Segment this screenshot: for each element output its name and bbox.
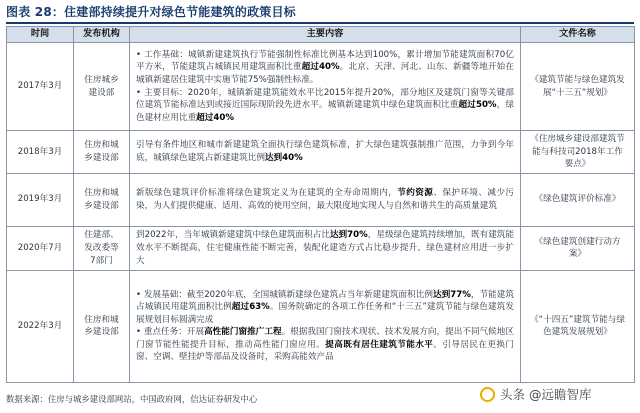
- content-paragraph: [136, 229, 514, 267]
- content-text: • 重点任务：开展: [136, 327, 205, 338]
- table-row: [7, 43, 635, 131]
- highlight-text: 达到70%: [329, 230, 368, 241]
- table-row: [7, 270, 635, 382]
- cell-issuer: 住房城乡建设部: [74, 43, 130, 131]
- toutiao-logo-icon: [480, 387, 495, 402]
- cell-document: 《住房城乡建设部建筑节能与科技司2018年工作要点》: [521, 131, 635, 174]
- content-text: 到2022年，当年城镇新建建筑中绿色建筑面积占比: [136, 230, 330, 241]
- content-text: 新版绿色建筑评价标准将绿色建筑定义为在建筑的全寿命周期内，: [136, 188, 398, 199]
- content-text: 引导有条件地区和城市新建建筑全面执行绿色建筑标准，扩大绿色建筑强制推广范围，力争到今年底，城镇绿色建筑占新建建筑比例: [136, 140, 514, 163]
- highlight-text: 超过63%: [231, 302, 270, 313]
- cell-issuer: 住房和城乡建设部: [74, 270, 130, 382]
- content-paragraph: [136, 87, 514, 125]
- title-rule: [6, 22, 634, 24]
- highlight-text: 超过40%: [301, 62, 340, 73]
- content-text: 。引导居民在更换门窗、空调、壁挂炉等部品及设备时，采购高能效产品: [136, 339, 514, 363]
- policy-table: [6, 26, 635, 383]
- content-paragraph: [136, 139, 514, 164]
- content-paragraph: [136, 187, 514, 212]
- cell-content: [130, 226, 521, 270]
- content-text: • 工作基础：城镇新建建筑执行节能强制性标准比例基本达到100%，累计增加节能建筑面积70亿平方米，节能建筑占城镇民用建筑面积比重: [136, 49, 514, 73]
- content-paragraph: [136, 326, 514, 364]
- table-header-row: [7, 27, 635, 43]
- header-time: 时间: [7, 27, 74, 43]
- cell-document: 《绿色建筑评价标准》: [521, 173, 635, 226]
- cell-time: 2022年3月: [7, 270, 74, 382]
- content-paragraph: [136, 49, 514, 87]
- table-row: [7, 226, 635, 270]
- content-text: ，节能建筑占城镇民用建筑面积比例: [136, 289, 514, 313]
- highlight-text: 节约资源: [397, 188, 434, 199]
- watermark: [476, 384, 595, 406]
- cell-time: 2019年3月: [7, 173, 74, 226]
- highlight-text: 超过50%: [458, 100, 497, 111]
- cell-document: 《建筑节能与绿色建筑发展“十三五”规划》: [521, 43, 635, 131]
- cell-issuer: 住房和城乡建设部: [74, 173, 130, 226]
- watermark-text: 头条 @远瞻智库: [500, 387, 592, 402]
- cell-time: 2017年3月: [7, 43, 74, 131]
- content-paragraph: [136, 289, 514, 327]
- source-note: 数据来源：住房与城乡建设部网站，中国政府网，信达证券研发中心: [6, 394, 258, 404]
- highlight-text: 高性能门窗推广工程: [204, 327, 282, 338]
- content-text: 。国务院确定的各项工作任务和“十三五”建筑节能与绿色建筑发展规划目标圆满完成: [136, 302, 514, 325]
- highlight-text: 提高既有居住建筑节能水平: [325, 339, 434, 350]
- table-row: [7, 131, 635, 174]
- content-text: • 发展基础：截至2020年底，全国城镇新建绿色建筑占当年新建建筑面积比例: [136, 289, 434, 300]
- content-text: 。根据我国门窗技术现状、技术发展方向，提出不同气候地区门窗节能性能提升目标，推动高性能门窗应用。: [136, 327, 514, 350]
- header-issuer: 发布机构: [74, 27, 130, 43]
- cell-document: 《“十四五”建筑节能与绿色建筑发展规划》: [521, 270, 635, 382]
- header-content: 主要内容: [130, 27, 521, 43]
- content-text: ，星级绿色建筑持续增加，既有建筑能效水平不断提高，住宅健康性能不断完善，装配化建造方式占比稳步提升，绿色建材应用进一步扩大: [136, 230, 514, 266]
- cell-content: [130, 131, 521, 174]
- content-text: 。北京、天津、河北、山东、新疆等地开始在城镇新建居住建筑中实施节能75%强制性标准。: [136, 62, 514, 85]
- highlight-text: 超过40%: [196, 112, 234, 123]
- content-text: • 主要目标：2020年，城镇新建建筑能效水平比2015年提升20%，部分地区及建筑门窗等关键部位建筑节能标准达到或接近国际现阶段先进水平。城镇新建建筑中绿色建筑面积比重: [136, 87, 514, 111]
- cell-issuer: 住房和城乡建设部: [74, 131, 130, 174]
- highlight-text: 达到40%: [264, 152, 303, 163]
- content-text: ，绿色建材应用比重: [136, 100, 514, 123]
- cell-issuer: 住建部、发改委等7部门: [74, 226, 130, 270]
- cell-content: [130, 270, 521, 382]
- cell-content: [130, 173, 521, 226]
- table-row: [7, 173, 635, 226]
- header-document: 文件名称: [521, 27, 635, 43]
- cell-document: 《绿色建筑创建行动方案》: [521, 226, 635, 270]
- cell-content: [130, 43, 521, 131]
- cell-time: 2020年7月: [7, 226, 74, 270]
- highlight-text: 达到77%: [433, 289, 471, 300]
- cell-time: 2018年3月: [7, 131, 74, 174]
- content-text: 、保护环境、减少污染，为人们提供健康、适用、高效的使用空间，最大限度地实现人与自然和谐共生的高质量建筑: [136, 188, 514, 211]
- figure-title: 图表 28：住建部持续提升对绿色节能建筑的政策目标: [6, 5, 296, 19]
